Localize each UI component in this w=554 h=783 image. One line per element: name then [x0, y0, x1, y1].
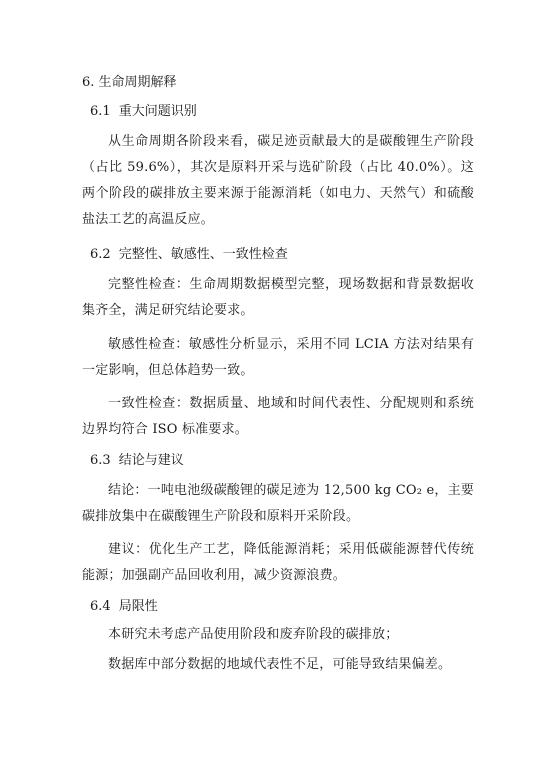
section-6-1-heading [90, 103, 197, 121]
completeness-check-paragraph: 完整性检查：生命周期数据模型完整，现场数据和背景数据收集齐全，满足研究结论要求。 [82, 277, 474, 318]
limitation-line-2: 数据库中部分数据的地域代表性不足，可能导致结果偏差。 [108, 657, 452, 672]
section-6-3-title: 结论与建议 [118, 453, 184, 468]
sensitivity-check-paragraph: 敏感性检查：敏感性分析显示，采用不同 LCIA 方法对结果有一定影响，但总体趋势一致。 [82, 337, 474, 378]
section-6-1-title: 重大问题识别 [118, 104, 197, 119]
recommendation-paragraph: 建议：优化生产工艺，降低能源消耗；采用低碳能源替代传统能源；加强副产品回收利用，减少资源浪费。 [82, 542, 474, 583]
section-6-2-heading [90, 246, 288, 264]
section-6-title: 6. 生命周期解释 [82, 75, 177, 90]
limitation-line-1: 本研究未考虑产品使用阶段和废弃阶段的碳排放； [108, 627, 399, 642]
section-6-1-paragraph: 从生命周期各阶段来看，碳足迹贡献最大的是碳酸锂生产阶段（占比 59.6%），其次是原料开采与选矿阶段（占比 40.0%）。这两个阶段的碳排放主要来源于能源消耗（如电力、天然气）和硫酸盐法工艺的高温反应。 [82, 134, 474, 227]
section-6-4-number: 6.4 [90, 599, 111, 614]
section-6-3-heading [90, 452, 184, 470]
section-6-2-title: 完整性、敏感性、一致性检查 [118, 247, 288, 262]
conclusion-paragraph: 结论：一吨电池级碳酸锂的碳足迹为 12,500 kg CO₂ e，主要碳排放集中在碳酸锂生产阶段和原料开采阶段。 [82, 483, 474, 524]
consistency-check-paragraph: 一致性检查：数据质量、地域和时间代表性、分配规则和系统边界均符合 ISO 标准要求。 [82, 396, 474, 437]
section-6-2-number: 6.2 [90, 247, 111, 262]
section-6-4-heading [90, 598, 158, 616]
section-6-1-number: 6.1 [90, 104, 111, 119]
section-6-3-number: 6.3 [90, 453, 111, 468]
section-6-4-title: 局限性 [118, 599, 158, 614]
